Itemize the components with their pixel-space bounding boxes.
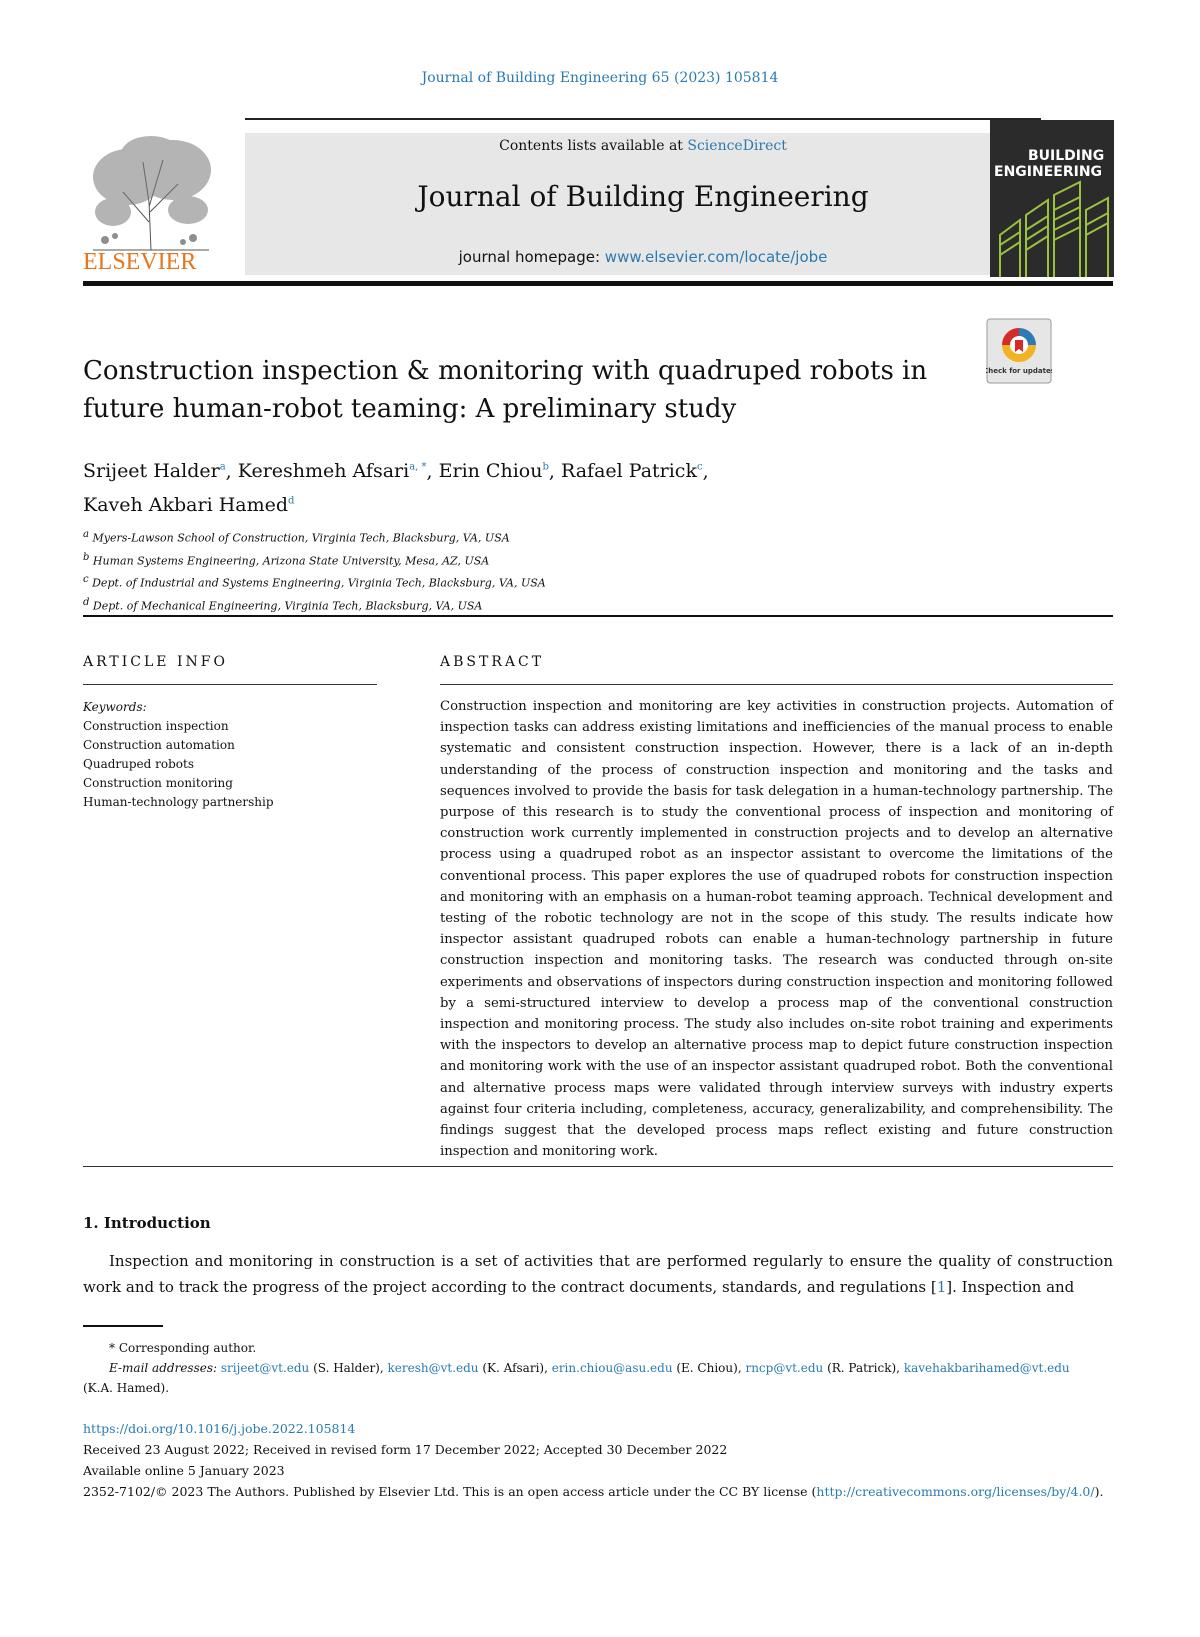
journal-homepage <box>245 248 1041 266</box>
homepage-prefix: journal homepage: <box>458 248 605 266</box>
check-for-updates-badge[interactable] <box>986 318 1052 384</box>
author[interactable]: Kereshmeh Afsari$^{a, *}$ <box>237 460 427 483</box>
sciencedirect-link[interactable]: ScienceDirect <box>687 138 787 154</box>
svg-text:ELSEVIER: ELSEVIER <box>83 249 197 274</box>
svg-text:Check for updates: Check for updates <box>986 367 1052 375</box>
author[interactable]: Kaveh Akbari Hamed$^d$ <box>83 493 295 516</box>
introduction-paragraph: Inspection and monitoring in construction is a set of activities that are performed regularly to ensure the quality of construction work and to track the progress of the project according to the contract documents, standards, and regulations [1]. Inspection and <box>83 1252 1113 1296</box>
received-dates: Received 23 August 2022; Received in revised form 17 December 2022; Accepted 30 December 2022 <box>83 1442 728 1457</box>
abstract-text: Construction inspection and monitoring are key activities in construction projects. Automation of inspection tasks can address existing limitations and inefficiencies of the manual process to enable systematic and consistent construction inspection. However, there is a lack of an in-depth understanding of the process of construction inspection and monitoring and the tasks and sequences involved to provide the basis for task delegation in a human-technology partnership. The purpose of this research is to study the conventional process of inspection and monitoring of construction work currently implemented in construction projects and to develop an alternative process using a quadruped robot as an inspector assistant to overcome the limitations of the conventional process. This paper explores the use of quadruped robots for construction inspection and monitoring with an emphasis on a human-robot teaming approach. Technical development and testing of the robotic technology are not in the scope of this study. The results indicate how inspector assistant quadruped robots can enable a human-technology partnership in future construction inspection and monitoring tasks. The research was conducted through on-site experiments and observations of inspectors during construction inspection and monitoring followed by a semi-structured interview to develop a process map of the conventional construction inspection and monitoring process. The study also includes on-site robot training and experiments with the inspectors to develop an alternative process map to depict future construction inspection and monitoring work with the use of an inspector assistant quadruped robot. Both the conventional and alternative process maps were validated through interview surveys with industry experts against four criteria including, completeness, accuracy, generalizability, and comprehensibility. The findings suggest that the developed process maps reflect existing and future construction inspection and monitoring work. <box>440 699 1113 1160</box>
header-top-rule <box>245 118 1041 120</box>
affiliation: $^c$ Dept. of Industrial and Systems Engineering, Virginia Tech, Blacksburg, VA, USA <box>83 574 546 590</box>
crossmark-icon <box>986 318 1052 384</box>
author[interactable]: Srijeet Halder$^a$ <box>83 460 226 483</box>
keywords-label: Keywords: <box>83 700 147 714</box>
keyword: Human-technology partnership <box>83 795 274 809</box>
section-divider <box>83 615 1113 617</box>
keyword: Construction inspection <box>83 719 229 733</box>
publication-info <box>83 1418 1113 1502</box>
svg-text:ENGINEERING: ENGINEERING <box>994 164 1103 180</box>
article-title: Construction inspection & monitoring with quadruped robots in future human-robot teaming: A preliminary study <box>83 356 928 424</box>
keyword: Construction automation <box>83 738 235 752</box>
email-link[interactable]: erin.chiou@asu.edu <box>551 1361 673 1375</box>
affiliations <box>83 525 783 616</box>
reference-link[interactable]: 1 <box>936 1278 947 1296</box>
email-link[interactable]: srijeet@vt.edu <box>220 1361 310 1375</box>
affiliation: $^d$ Dept. of Mechanical Engineering, Virginia Tech, Blacksburg, VA, USA <box>83 596 483 613</box>
license-statement: 2352-7102/© 2023 The Authors. Published by Elsevier Ltd. This is an open access article under the CC BY license (http://creativecommons.org/licenses/by/4.0/). <box>83 1484 1104 1499</box>
email-link[interactable]: kavehakbarihamed@vt.edu <box>903 1361 1070 1375</box>
corresponding-author-note: * Corresponding author. <box>109 1341 257 1355</box>
email-last-author: (K.A. Hamed). <box>83 1381 170 1395</box>
author[interactable]: Rafael Patrick$^c$ <box>560 460 703 483</box>
journal-name: Journal of Building Engineering <box>417 180 869 213</box>
article-info-heading: ARTICLE INFO <box>83 654 228 670</box>
doi-link[interactable]: https://doi.org/10.1016/j.jobe.2022.105814 <box>83 1421 356 1436</box>
contents-availability <box>245 138 1041 154</box>
section-divider <box>83 1166 1113 1167</box>
keyword: Quadruped robots <box>83 757 194 771</box>
affiliation: $^b$ Human Systems Engineering, Arizona State University, Mesa, AZ, USA <box>83 551 490 568</box>
abstract-rule <box>440 684 1113 685</box>
author[interactable]: Erin Chiou$^b$ <box>438 460 549 483</box>
keyword: Construction monitoring <box>83 776 233 790</box>
journal-citation[interactable]: Journal of Building Engineering 65 (2023) 105814 <box>421 70 779 86</box>
homepage-link[interactable]: www.elsevier.com/locate/jobe <box>604 248 828 266</box>
footnotes <box>83 1338 1113 1398</box>
affiliation: $^a$ Myers-Lawson School of Construction, Virginia Tech, Blacksburg, VA, USA <box>83 529 510 545</box>
email-link[interactable]: rncp@vt.edu <box>745 1361 824 1375</box>
license-link[interactable]: http://creativecommons.org/licenses/by/4.0/ <box>816 1484 1095 1499</box>
abstract-heading: ABSTRACT <box>440 654 545 670</box>
available-online: Available online 5 January 2023 <box>83 1463 285 1478</box>
author-list: Srijeet Halder$^a$, Kereshmeh Afsari$^{a, *}$, Erin Chiou$^b$, Rafael Patrick$^c$, Kaveh Akbari Hamed$^d$ <box>83 460 709 516</box>
cover-image <box>990 120 1114 277</box>
footnote-rule <box>83 1325 163 1327</box>
contents-prefix: Contents lists available at <box>499 138 688 154</box>
email-addresses: E-mail addresses: srijeet@vt.edu (S. Halder), keresh@vt.edu (K. Afsari), erin.chiou@asu.edu (E. Chiou), rncp@vt.edu (R. Patrick), kavehakbarihamed@vt.edu <box>109 1361 1070 1375</box>
header-bottom-rule <box>83 281 1113 286</box>
keywords-block <box>83 698 377 812</box>
svg-text:BUILDING: BUILDING <box>1028 148 1105 164</box>
introduction-heading: 1. Introduction <box>83 1214 211 1232</box>
journal-cover-thumbnail[interactable] <box>990 120 1114 277</box>
email-link[interactable]: keresh@vt.edu <box>387 1361 479 1375</box>
elsevier-logo[interactable] <box>83 132 219 274</box>
article-info-rule <box>83 684 377 685</box>
elsevier-tree-icon <box>83 132 219 274</box>
